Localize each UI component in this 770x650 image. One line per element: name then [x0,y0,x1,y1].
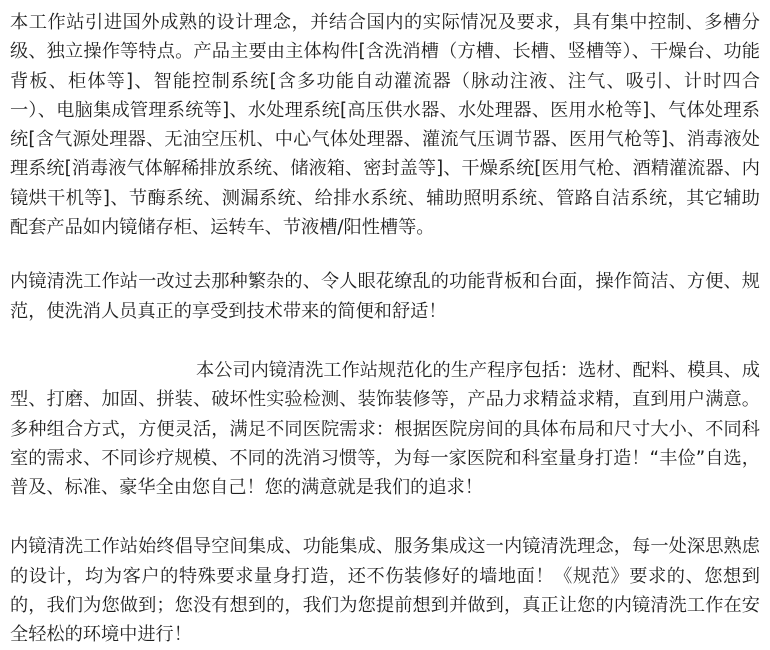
paragraph-intro: 本工作站引进国外成熟的设计理念，并结合国内的实际情况及要求，具有集中控制、多槽分级、独立操作等特点。产品主要由主体构件[含洗消槽（方槽、长槽、竖槽等）、干燥台、功能背板、柜体等]、智能控制系统[含多功能自动灌流器（脉动注液、注气、吸引、计时四合一）、电脑集成管理系统等]、水处理系统[高压供水器、水处理器、医用水枪等]、气体处理系统[含气源处理器、无油空压机、中心气体处理器、灌流气压调节器、医用气枪等]、消毒液处理系统[消毒液气体解稀排放系统、储液箱、密封盖等]、干燥系统[医用气枪、酒精灌流器、内镜烘干机等]、节酶系统、测漏系统、给排水系统、辅助照明系统、管路自洁系统，其它辅助配套产品如内镜储存柜、运转车、节液槽/阳性槽等。 [10,12,760,239]
paragraph-production-text: 本公司内镜清洗工作站规范化的生产程序包括：选材、配料、模具、成型、打磨、加固、拼装、破坏性实验检测、装饰装修等，产品力求精益求精，直到用户满意。多种组合方式，方便灵活，满足不同医院需求：根据医院房间的具体布局和尺寸大小、不同科室的需求、不同诊疗规模、不同的洗消习惯等，为每一家医院和科室量身打造！“丰俭”自选，普及、标准、豪华全由您自己！您的满意就是我们的追求！ [10,359,760,499]
paragraph-philosophy: 内镜清洗工作站始终倡导空间集成、功能集成、服务集成这一内镜清洗理念，每一处深思熟虑的设计，均为客户的特殊要求量身打造，还不伤装修好的墙地面！《规范》要求的、您想到的，我们为您做到；您没有想到的，我们为您提前想到并做到，真正让您的内镜清洗工作在安全轻松的环境中进行！ [10,536,760,646]
paragraph-production [10,356,760,502]
paragraph-operation: 内镜清洗工作站一改过去那种繁杂的、令人眼花缭乱的功能背板和台面，操作简洁、方便、规范，使洗消人员真正的享受到技术带来的简便和舒适！ [10,271,760,322]
